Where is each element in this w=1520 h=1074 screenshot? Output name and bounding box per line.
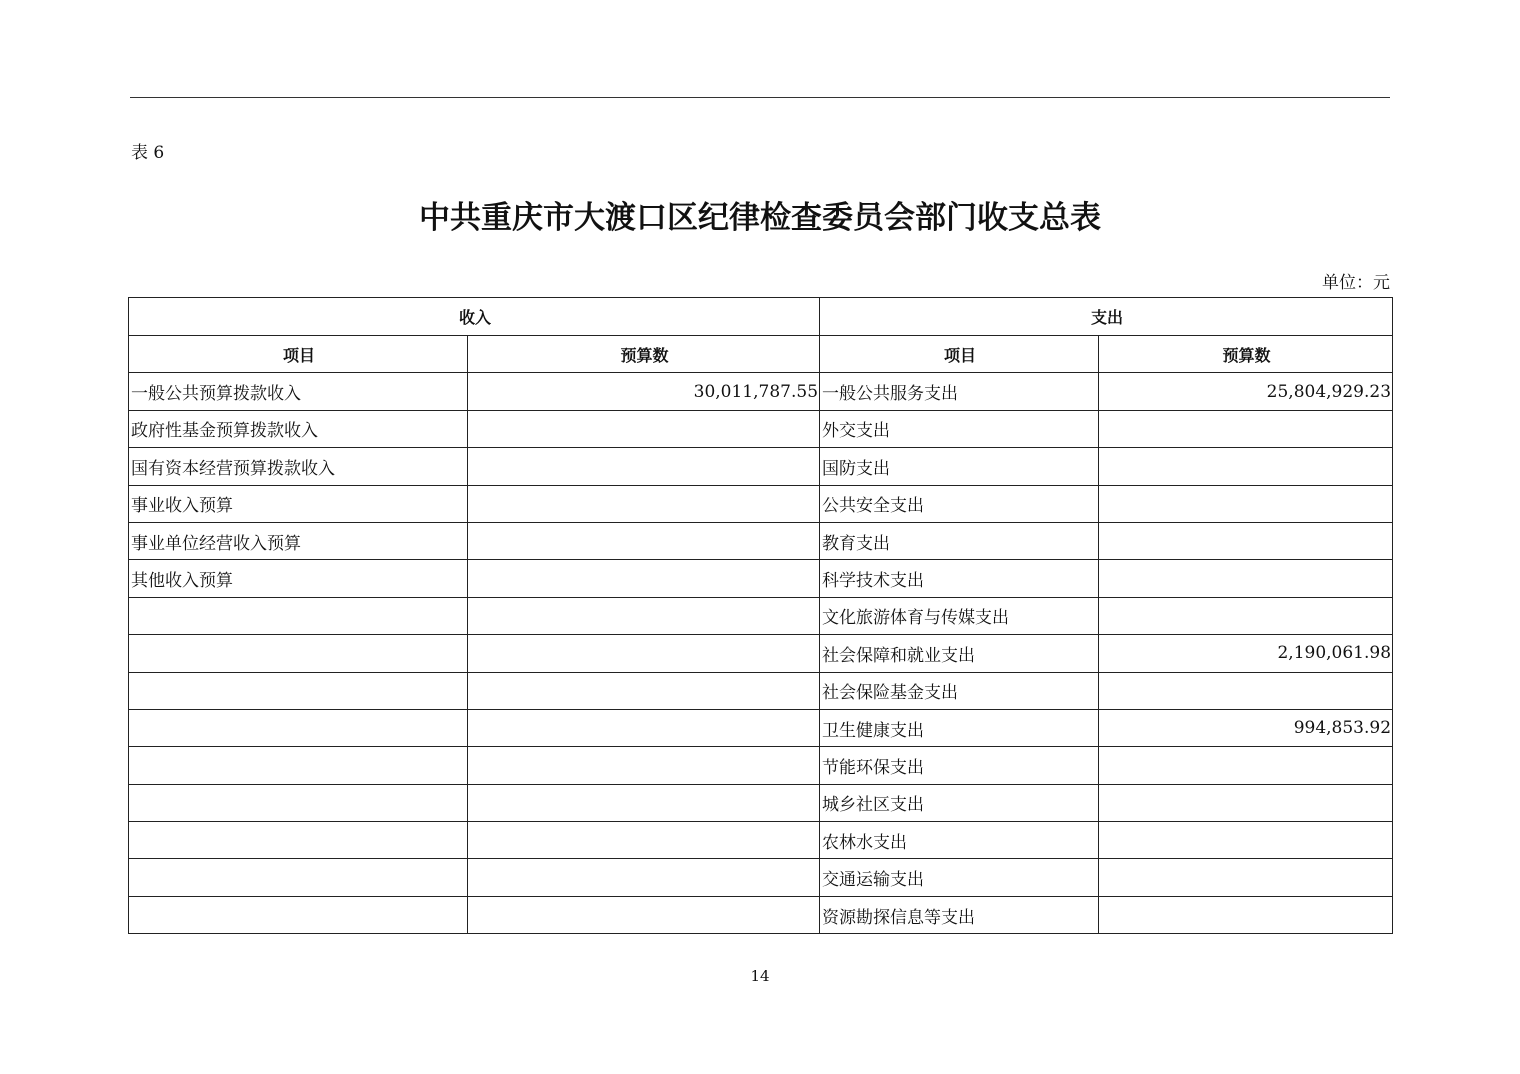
expense-amount-cell xyxy=(1099,485,1393,522)
expense-item-cell: 城乡社区支出 xyxy=(820,784,1099,821)
income-amount-cell xyxy=(468,784,820,821)
expense-amount-cell: 2,190,061.98 xyxy=(1099,635,1393,672)
expense-amount-cell xyxy=(1099,522,1393,559)
income-amount-cell xyxy=(468,896,820,933)
expense-amount-cell xyxy=(1099,448,1393,485)
income-item-cell xyxy=(129,709,468,746)
income-budget-header: 预算数 xyxy=(468,336,820,373)
table-row xyxy=(129,747,1393,784)
page-title: 中共重庆市大渡口区纪律检查委员会部门收支总表 xyxy=(419,200,1101,236)
income-item-cell: 政府性基金预算拨款收入 xyxy=(129,410,468,447)
expense-item-cell: 国防支出 xyxy=(820,448,1099,485)
table-row xyxy=(129,822,1393,859)
expense-header: 支出 xyxy=(820,298,1393,336)
column-header-row xyxy=(129,336,1393,373)
unit-label: 单位：元 xyxy=(1322,273,1390,293)
income-item-cell: 一般公共预算拨款收入 xyxy=(129,373,468,410)
table-row xyxy=(129,448,1393,485)
table-row xyxy=(129,896,1393,933)
income-item-cell xyxy=(129,896,468,933)
header-rule xyxy=(130,97,1390,98)
expense-item-cell: 科学技术支出 xyxy=(820,560,1099,597)
table-row xyxy=(129,635,1393,672)
expense-amount-cell xyxy=(1099,747,1393,784)
income-amount-cell xyxy=(468,672,820,709)
table-row xyxy=(129,373,1393,410)
group-header-row xyxy=(129,298,1393,336)
income-item-cell: 其他收入预算 xyxy=(129,560,468,597)
income-item-cell xyxy=(129,672,468,709)
expense-amount-cell xyxy=(1099,859,1393,896)
expense-amount-cell xyxy=(1099,597,1393,634)
expense-amount-cell xyxy=(1099,784,1393,821)
income-amount-cell xyxy=(468,822,820,859)
expense-amount-cell: 994,853.92 xyxy=(1099,709,1393,746)
income-amount-cell xyxy=(468,448,820,485)
income-amount-cell xyxy=(468,709,820,746)
income-item-cell xyxy=(129,747,468,784)
income-amount-cell xyxy=(468,859,820,896)
expense-item-cell: 公共安全支出 xyxy=(820,485,1099,522)
page-number: 14 xyxy=(750,967,770,985)
table-row xyxy=(129,709,1393,746)
expense-budget-header: 预算数 xyxy=(1099,336,1393,373)
expense-amount-cell xyxy=(1099,410,1393,447)
expense-item-cell: 社会保障和就业支出 xyxy=(820,635,1099,672)
income-amount-cell xyxy=(468,635,820,672)
income-item-cell: 国有资本经营预算拨款收入 xyxy=(129,448,468,485)
expense-item-cell: 农林水支出 xyxy=(820,822,1099,859)
income-amount-cell xyxy=(468,485,820,522)
expense-item-cell: 节能环保支出 xyxy=(820,747,1099,784)
expense-amount-cell: 25,804,929.23 xyxy=(1099,373,1393,410)
expense-item-cell: 教育支出 xyxy=(820,522,1099,559)
income-header: 收入 xyxy=(129,298,820,336)
income-item-cell: 事业收入预算 xyxy=(129,485,468,522)
expense-amount-cell xyxy=(1099,560,1393,597)
income-item-cell xyxy=(129,859,468,896)
income-item-cell xyxy=(129,822,468,859)
income-item-cell xyxy=(129,597,468,634)
expense-amount-cell xyxy=(1099,896,1393,933)
expense-item-cell: 文化旅游体育与传媒支出 xyxy=(820,597,1099,634)
table-row xyxy=(129,560,1393,597)
income-amount-cell xyxy=(468,747,820,784)
expense-item-header: 项目 xyxy=(820,336,1099,373)
income-item-cell xyxy=(129,784,468,821)
table-number: 表 6 xyxy=(131,143,165,163)
table-row xyxy=(129,859,1393,896)
income-item-cell: 事业单位经营收入预算 xyxy=(129,522,468,559)
expense-item-cell: 卫生健康支出 xyxy=(820,709,1099,746)
expense-item-cell: 交通运输支出 xyxy=(820,859,1099,896)
income-amount-cell xyxy=(468,410,820,447)
income-amount-cell xyxy=(468,560,820,597)
income-amount-cell xyxy=(468,597,820,634)
expense-item-cell: 资源勘探信息等支出 xyxy=(820,896,1099,933)
expense-item-cell: 外交支出 xyxy=(820,410,1099,447)
table-row xyxy=(129,597,1393,634)
table-row xyxy=(129,672,1393,709)
budget-table xyxy=(128,297,1393,934)
table-row xyxy=(129,784,1393,821)
expense-item-cell: 一般公共服务支出 xyxy=(820,373,1099,410)
expense-amount-cell xyxy=(1099,822,1393,859)
expense-amount-cell xyxy=(1099,672,1393,709)
income-amount-cell: 30,011,787.55 xyxy=(468,373,820,410)
table-row xyxy=(129,410,1393,447)
table-row xyxy=(129,485,1393,522)
income-amount-cell xyxy=(468,522,820,559)
income-item-cell xyxy=(129,635,468,672)
expense-item-cell: 社会保险基金支出 xyxy=(820,672,1099,709)
table-row xyxy=(129,522,1393,559)
income-item-header: 项目 xyxy=(129,336,468,373)
